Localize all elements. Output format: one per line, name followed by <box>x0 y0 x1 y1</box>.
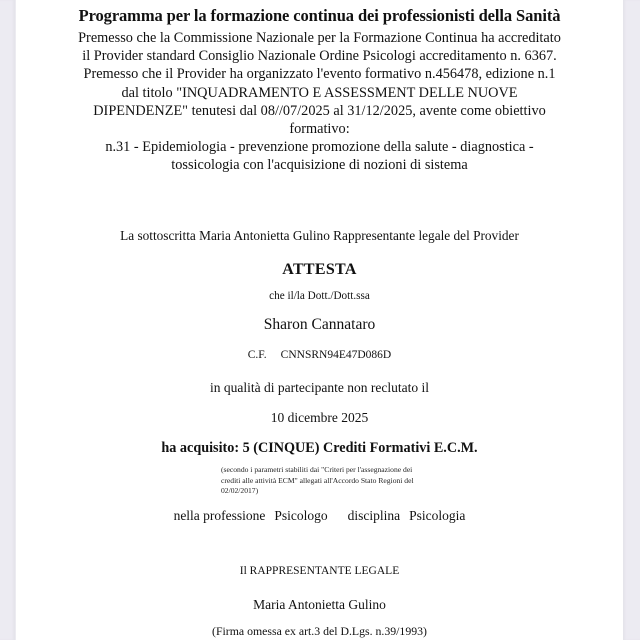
certificate-page <box>16 0 623 640</box>
discipline-label: disciplina <box>347 508 401 523</box>
note-line: 02/02/2017) <box>221 486 259 496</box>
intro-line: n.31 - Epidemiologia - prevenzione promozione della salute - diagnostica - <box>105 139 534 156</box>
intro-line: DIPENDENZE" tenutesi dal 08//07/2025 al 31/12/2025, avente come obiettivo <box>93 102 546 119</box>
profession-row <box>16 508 623 524</box>
representative-title: Il RAPPRESENTANTE LEGALE <box>239 565 400 577</box>
declarant-statement: La sottoscritta Maria Antonietta Gulino Rappresentante legale del Provider <box>120 228 519 243</box>
participant-role: in qualità di partecipante non reclutato il <box>210 380 429 395</box>
profession-label: nella professione <box>173 508 266 523</box>
profession-value: Psicologo <box>274 508 328 523</box>
recipient-name: Sharon Cannataro <box>263 316 376 333</box>
intro-line: il Provider standard Consiglio Nazionale Ordine Psicologi accreditamento n. 6367. <box>82 48 557 65</box>
viewer-gutter-left <box>0 0 15 640</box>
note-line: crediti alle attività ECM" allegati all'Accordo Stato Regioni del <box>221 475 414 485</box>
viewer-gutter-right <box>623 0 640 640</box>
issue-date: 10 dicembre 2025 <box>270 410 369 425</box>
credits-statement: ha acquisito: 5 (CINQUE) Crediti Formativi E.C.M. <box>161 440 478 456</box>
attesta-heading: ATTESTA <box>282 261 357 278</box>
recipient-prefix: che il/la Dott./Dott.ssa <box>269 290 370 302</box>
intro-line: dal titolo "INQUADRAMENTO E ASSESSMENT DELLE NUOVE <box>121 84 518 101</box>
note-line: (secondo i parametri stabiliti dai "Criteri per l'assegnazione dei <box>221 465 413 474</box>
fiscal-code-value: CNNSRN94E47D086D <box>280 349 392 361</box>
intro-paragraph <box>16 29 623 175</box>
fiscal-code-row <box>16 349 623 361</box>
intro-line: formativo: <box>289 121 350 138</box>
signature-note: (Firma omessa ex art.3 del D.Lgs. n.39/1993) <box>212 624 427 638</box>
fiscal-code-label: C.F. <box>247 349 267 361</box>
discipline-value: Psicologia <box>409 508 466 523</box>
credits-note <box>221 465 461 497</box>
document-title: Programma per la formazione continua dei professionisti della Sanità <box>78 6 561 25</box>
intro-line: Premesso che il Provider ha organizzato l'evento formativo n.456478, edizione n.1 <box>83 66 556 83</box>
representative-name: Maria Antonietta Gulino <box>253 597 386 612</box>
intro-line: tossicologia con l'acquisizione di nozioni di sistema <box>171 157 468 174</box>
intro-line: Premesso che la Commissione Nazionale per la Formazione Continua ha accreditato <box>78 30 561 46</box>
